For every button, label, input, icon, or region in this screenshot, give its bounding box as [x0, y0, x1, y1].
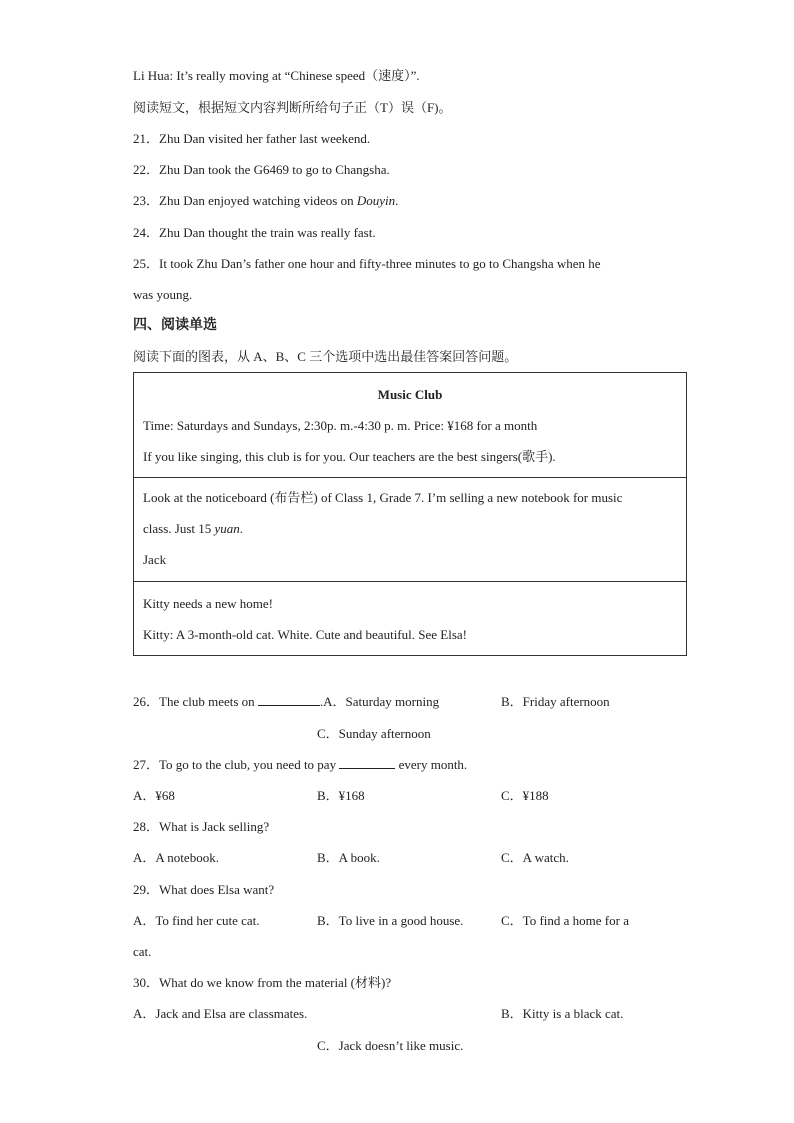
question-29-stem: 29．What does Elsa want?	[133, 882, 275, 897]
section-title: 四、阅读单选	[133, 318, 217, 333]
question-26-option-a: A．Saturday morning	[323, 694, 440, 709]
kitty-notice	[134, 581, 686, 655]
kitty-notice-line2: Kitty: A 3-month-old cat. White. Cute and beautiful. See Elsa!	[143, 627, 467, 642]
question-29-option-a: A．To find her cute cat.	[133, 913, 260, 928]
question-30-option-b: B．Kitty is a black cat.	[501, 1006, 624, 1021]
question-27-stem	[133, 756, 467, 774]
question-28-option-c: C．A watch.	[501, 850, 569, 865]
jack-notice-sign: Jack	[143, 552, 167, 567]
tf-instruction: 阅读短文，根据短文内容判断所给句子正（T）误（F)。	[133, 100, 452, 115]
question-27-option-c: C．¥188	[501, 788, 549, 803]
answer-blank	[258, 693, 320, 706]
dialogue-line: Li Hua: It’s really moving at “Chinese speed（速度）”.	[133, 68, 420, 83]
question-30-stem: 30．What do we know from the material (材料)?	[133, 975, 392, 990]
jack-notice-currency: yuan	[214, 521, 240, 536]
question-26-end: .	[319, 694, 324, 709]
jack-notice-line2-text: class. Just 15	[143, 521, 215, 536]
tf-item-21: 21．Zhu Dan visited her father last weekend.	[133, 131, 371, 146]
music-club-time: Time: Saturdays and Sundays, 2:30p. m.-4:30 p. m. Price: ¥168 for a month	[143, 418, 538, 433]
music-club-desc: If you like singing, this club is for you. Our teachers are the best singers(歌手).	[143, 449, 556, 464]
jack-notice	[134, 477, 686, 581]
question-28-option-b: B．A book.	[317, 850, 380, 865]
music-club-notice	[134, 373, 686, 477]
tf-item-23-end: .	[395, 193, 399, 208]
tf-item-22: 22．Zhu Dan took the G6469 to go to Changsha.	[133, 162, 390, 177]
question-28-stem: 28．What is Jack selling?	[133, 819, 270, 834]
question-29-option-c-cont: cat.	[133, 944, 152, 959]
question-26-stem	[133, 693, 439, 711]
tf-item-24: 24．Zhu Dan thought the train was really fast.	[133, 225, 376, 240]
question-28-option-a: A．A notebook.	[133, 850, 219, 865]
section-instruction: 阅读下面的图表，从 A、B、C 三个选项中选出最佳答案回答问题。	[133, 349, 518, 364]
question-30-option-c: C．Jack doesn’t like music.	[317, 1038, 464, 1053]
notice-table	[133, 372, 687, 656]
question-26-text: 26．The club meets on	[133, 694, 258, 709]
kitty-notice-line1: Kitty needs a new home!	[143, 596, 273, 611]
question-29-option-b: B．To live in a good house.	[317, 913, 464, 928]
question-26-option-c: C．Sunday afternoon	[317, 726, 431, 741]
question-29-option-c: C．To find a home for a	[501, 913, 629, 928]
question-26-option-b: B．Friday afternoon	[501, 694, 610, 709]
question-30-option-a: A．Jack and Elsa are classmates.	[133, 1006, 308, 1021]
question-27-option-a: A．¥68	[133, 788, 175, 803]
answer-blank	[339, 756, 395, 769]
jack-notice-line1: Look at the noticeboard (布告栏) of Class 1, Grade 7. I’m selling a new notebook for music	[143, 490, 623, 505]
tf-item-23-text: 23．Zhu Dan enjoyed watching videos on	[133, 193, 357, 208]
jack-notice-line2-end: .	[239, 521, 244, 536]
question-27-text: 27．To go to the club, you need to pay	[133, 757, 340, 772]
tf-item-23-emphasis: Douyin	[356, 193, 396, 208]
tf-item-23	[133, 192, 398, 210]
question-27-option-b: B．¥168	[317, 788, 365, 803]
music-club-title: Music Club	[377, 387, 443, 402]
question-27-end: every month.	[395, 757, 468, 772]
tf-item-25: 25．It took Zhu Dan’s father one hour and fifty-three minutes to go to Changsha when he	[133, 256, 601, 271]
tf-item-25-cont: was young.	[133, 287, 193, 302]
jack-notice-line2	[143, 520, 243, 538]
